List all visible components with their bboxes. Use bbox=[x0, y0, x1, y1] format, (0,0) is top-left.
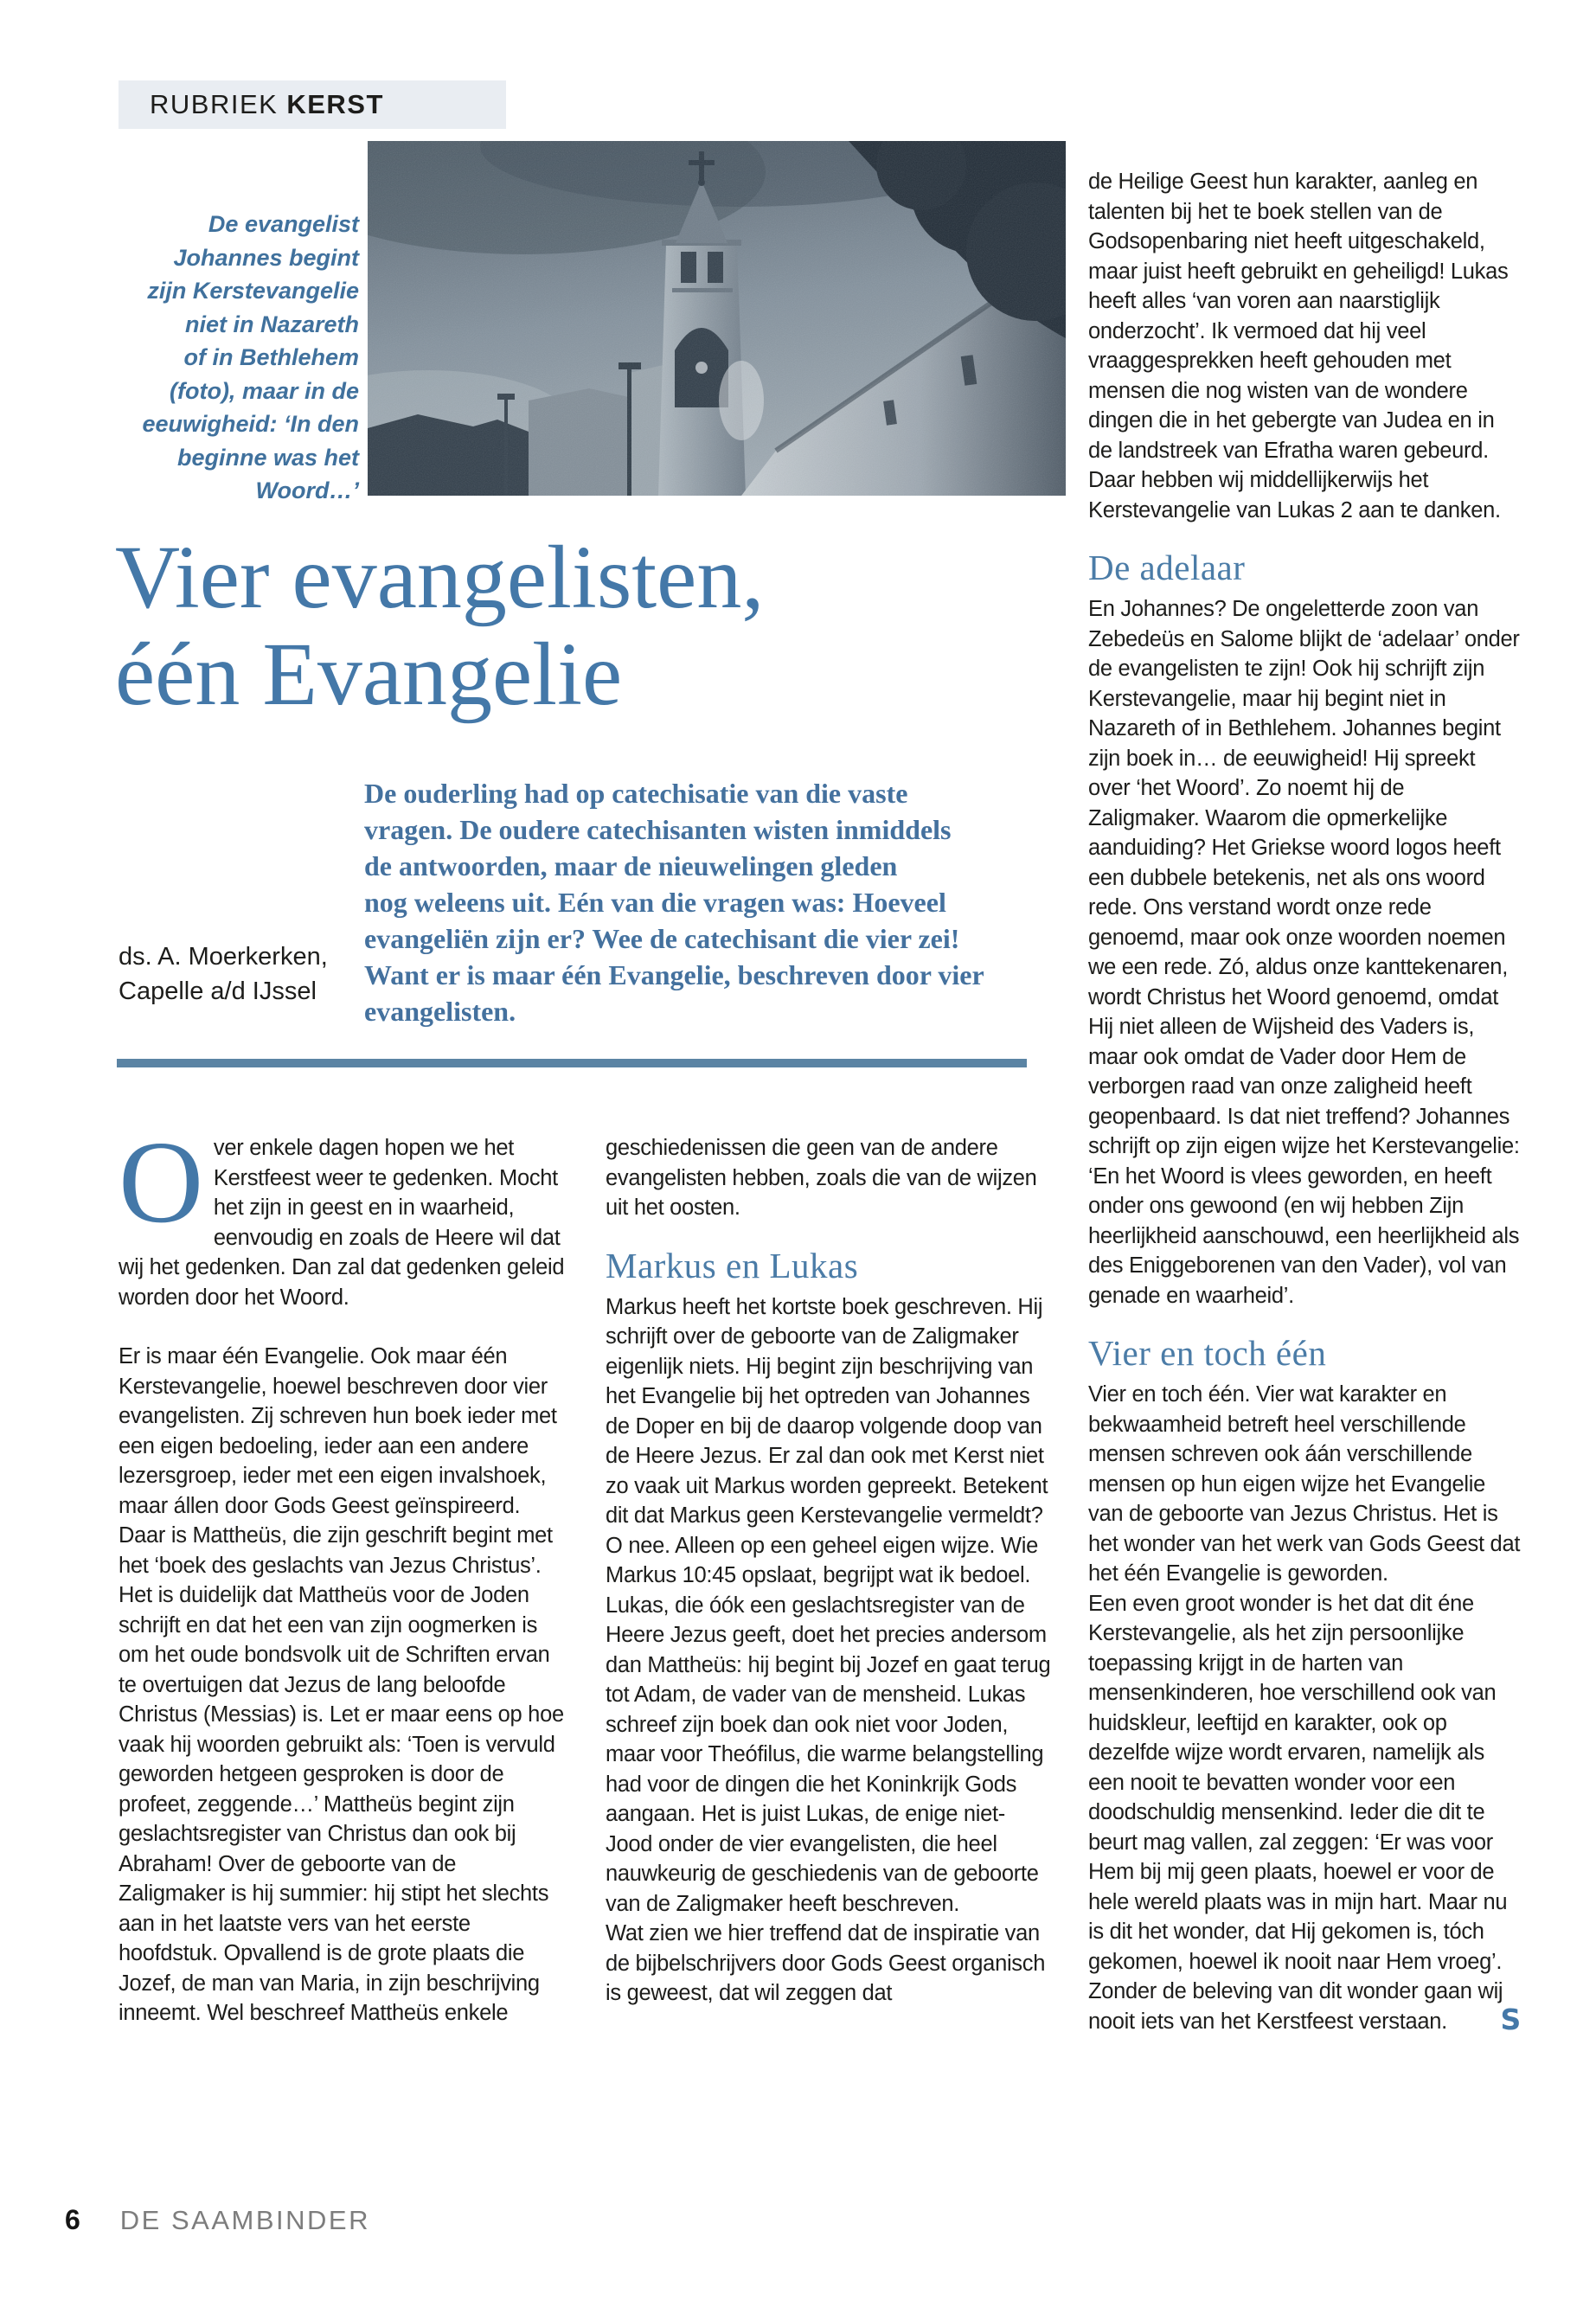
rubric-label: RUBRIEK bbox=[150, 89, 279, 119]
caption-line: niet in Nazareth bbox=[184, 311, 359, 337]
paragraph bbox=[1088, 1589, 1521, 2037]
article-title bbox=[115, 529, 764, 723]
intro-line: vragen. De oudere catechisanten wisten inmiddels bbox=[364, 814, 952, 845]
paragraph: Vier en toch één. Vier wat karakter en bekwaamheid betreft heel verschillende mensen schreven ook áán verschillende mensen op hun eigen wijze het Evangelie van de geboorte van Jezus Christus. Het is het wonder van het werk van Gods Geest dat het één Evangelie is geworden. bbox=[1088, 1382, 1521, 1586]
photo-caption bbox=[111, 208, 359, 508]
paragraph bbox=[119, 1118, 565, 1312]
article-intro bbox=[364, 775, 1082, 1029]
paragraph-text: Een even groot wonder is het dat dit éne Kerstevangelie, als het zijn persoonlijke toepassing krijgt in de harten van mensenkinderen, hoe verschillend ook van huidskleur, leeftijd en karakter, ook op dezelfde wijze wordt ervaren, namelijk als een nooit te bevatten wonder voor een doodschuldig mensenkind. Ieder die dit te beurt mag vallen, zal zeggen: ‘Er was voor Hem bij mij geen plaats, hoewel er voor de hele wereld plaats was in mijn hart. Maar nu is dit het wonder, dat Hij gekomen is, tóch gekomen, hoewel ik nooit naar Hem vroeg’. Zonder de beleving van dit wonder gaan wij nooit iets van het Kerstfeest verstaan. bbox=[1088, 1591, 1508, 2034]
intro-line: evangelisten. bbox=[364, 996, 516, 1027]
caption-line: of in Bethlehem bbox=[183, 344, 359, 370]
paragraph: Lukas, die óók een geslachtsregister van de Heere Jezus geeft, doet het precies andersom dan Mattheüs: hij begint bij Jozef en gaat terug tot Adam, de vader van de mensheid. Lukas schreef zijn boek dan ook niet voor Joden, maar voor Theófilus, die warme belangstelling had voor de dingen die het Koninkrijk Gods aangaan. Het is juist Lukas, de enige niet-Jood onder de vier evangelisten, die heel nauwkeurig de geschiedenis van de geboorte van de Zaligmaker heeft beschreven. bbox=[606, 1593, 1051, 1916]
body-column-2 bbox=[606, 1133, 1052, 2009]
title-line-2: één Evangelie bbox=[115, 625, 623, 724]
paragraph: Daar is Mattheüs, die zijn geschrift begint met het ‘boek des geslachts van Jezus Christus’. Het is duidelijk dat Mattheüs voor de Joden schrijft en dat het een van zijn oogmerken is om het oude bondsvolk uit de Schriften ervan te overtuigen dat Jezus de lang beloofde Christus (Messias) is. Let er maar eens op hoe vaak hij woorden gebruikt als: ‘Toen is vervuld geworden hetgeen gesproken is door de profeet, zeggende…’ Mattheüs begint zijn geslachtsregister van Christus dan ook bij Abraham! Over de geboorte van de Zaligmaker is hij summier: hij stipt het slechts aan in het laatste vers van het eerste hoofdstuk. Opvallend is de grote plaats die Jozef, de man van Maria, in zijn beschrijving inneemt. Wel beschreef Mattheüs enkele bbox=[119, 1523, 564, 2025]
page-number: 6 bbox=[65, 2204, 80, 2235]
section-badge bbox=[119, 80, 506, 129]
subheading-vier-en-toch-een: Vier en toch één bbox=[1088, 1333, 1327, 1373]
body-column-1 bbox=[119, 1118, 565, 2029]
saambinder-end-mark-icon: S bbox=[1500, 2002, 1521, 2036]
intro-line: de antwoorden, maar de nieuwelingen gleden bbox=[364, 850, 898, 881]
intro-line: nog weleens uit. Eén van die vragen was: Hoeveel bbox=[364, 887, 946, 918]
paragraph: geschiedenissen die geen van de andere evangelisten hebben, zoals die van de wijzen uit het oosten. bbox=[606, 1136, 1037, 1220]
magazine-name: DE SAAMBINDER bbox=[119, 2205, 370, 2235]
intro-line: Want er is maar één Evangelie, beschreven door vier bbox=[364, 959, 984, 990]
body-column-3 bbox=[1088, 167, 1521, 2036]
subheading-markus-en-lukas: Markus en Lukas bbox=[606, 1245, 859, 1285]
caption-line: Johannes begint bbox=[173, 244, 359, 271]
subheading-de-adelaar: De adelaar bbox=[1088, 548, 1246, 587]
blue-tint bbox=[368, 141, 1066, 496]
caption-line: eeuwigheid: ‘In den bbox=[142, 411, 359, 437]
caption-line: (foto), maar in de bbox=[169, 377, 359, 404]
paragraph: Wat zien we hier treffend dat de inspiratie van de bijbelschrijvers door Gods Geest organisch is geweest, dat wil zeggen dat bbox=[606, 1921, 1046, 2005]
author-name: ds. A. Moerkerken, bbox=[119, 943, 328, 971]
title-line-1: Vier evangelisten, bbox=[115, 528, 765, 627]
paragraph: Markus heeft het kortste boek geschreven. Hij schrijft over de geboorte van de Zaligmaker eigenlijk niets. Hij begint zijn beschrijving van het Evangelie bij het optreden van Johannes de Doper en bij de daarop volgende doop van de Heere Jezus. Er zal dan ook met Kerst niet zo vaak uit Markus worden gepreekt. Betekent dit dat Markus geen Kerstevangelie vermeldt? O nee. Alleen op een geheel eigen wijze. Wie Markus 10:45 opslaat, begrijpt wat ik bedoel. bbox=[606, 1294, 1048, 1587]
paragraph: En Johannes? De ongeletterde zoon van Zebedeüs en Salome blijkt de ‘adelaar’ onder de evangelisten te zijn! Ook hij schrijft zijn Kerstevangelie, maar hij begint niet in Nazareth of in Bethlehem. Johannes begint zijn boek in… de eeuwigheid! Hij spreekt over ‘het Woord’. Zo noemt hij de Zaligmaker. Waarom die opmerkelijke aanduiding? Het Griekse woord logos heeft een dubbele betekenis, net als ons woord rede. Ons verstand wordt onze rede genoemd, maar ook onze woorden noemen we een rede. Zó, aldus onze kanttekenaren, wordt Christus het Woord genoemd, omdat Hij niet alleen de Wijsheid des Vaders is, maar ook omdat de Vader door Hem de verborgen raad van onze zaligheid heeft geopenbaard. Is dat niet treffend? Johannes schrijft op zijn eigen wijze het Kerstevangelie: ‘En het Woord is vlees geworden, en heeft onder ons gewoond (en wij hebben Zijn heerlijkheid aanschouwd, een heerlijkheid als des Eniggeborenen van den Vader), vol van genade en waarheid’. bbox=[1088, 597, 1520, 1308]
author-place: Capelle a/d IJssel bbox=[119, 977, 317, 1005]
paragraph: de Heilige Geest hun karakter, aanleg en talenten bij het te boek stellen van de Godsopenbaring niet heeft uitgeschakeld, maar juist heeft gebruikt en geheiligd! Lukas heeft alles ‘van voren aan naarstiglijk onderzocht’. Ik vermoed dat hij veel vraaggesprekken heeft gehouden met mensen die nog wisten van de wondere dingen die in het gebergte van Judea en in de landstreek van Efratha waren gebeurd. Daar hebben wij middellijkerwijs het Kerstevangelie van Lukas 2 aan te danken. bbox=[1088, 170, 1509, 522]
church-photo bbox=[368, 141, 1066, 496]
divider-rule bbox=[117, 1059, 1027, 1067]
drop-cap: O bbox=[119, 1118, 203, 1247]
paragraph: Er is maar één Evangelie. Ook maar één Kerstevangelie, hoewel beschreven door vier evangelisten. Zij schreven hun boek ieder met een eigen bedoeling, ieder aan een andere lezersgroep, ieder met een eigen invalshoek, maar állen door Gods Geest geïnspireerd. bbox=[119, 1344, 557, 1518]
intro-line: evangeliën zijn er? Wee de catechisant die vier zei! bbox=[364, 923, 960, 954]
page-footer bbox=[65, 2204, 370, 2236]
caption-line: De evangelist bbox=[208, 211, 359, 237]
caption-line: Woord…’ bbox=[255, 478, 359, 503]
caption-line: zijn Kerstevangelie bbox=[147, 278, 359, 304]
caption-line: beginne was het bbox=[176, 444, 359, 471]
intro-line: De ouderling had op catechisatie van die vaste bbox=[364, 778, 908, 809]
church-photo-scene bbox=[368, 141, 1066, 496]
paragraph-text: ver enkele dagen hopen we het Kerstfeest weer te gedenken. Mocht het zijn in geest en in waarheid, eenvoudig en zoals de Heere wil dat wij het gedenken. Dan zal dat gedenken geleid worden door het Woord. bbox=[119, 1136, 565, 1310]
author-byline bbox=[119, 939, 328, 1009]
rubric-topic: KERST bbox=[286, 89, 384, 119]
